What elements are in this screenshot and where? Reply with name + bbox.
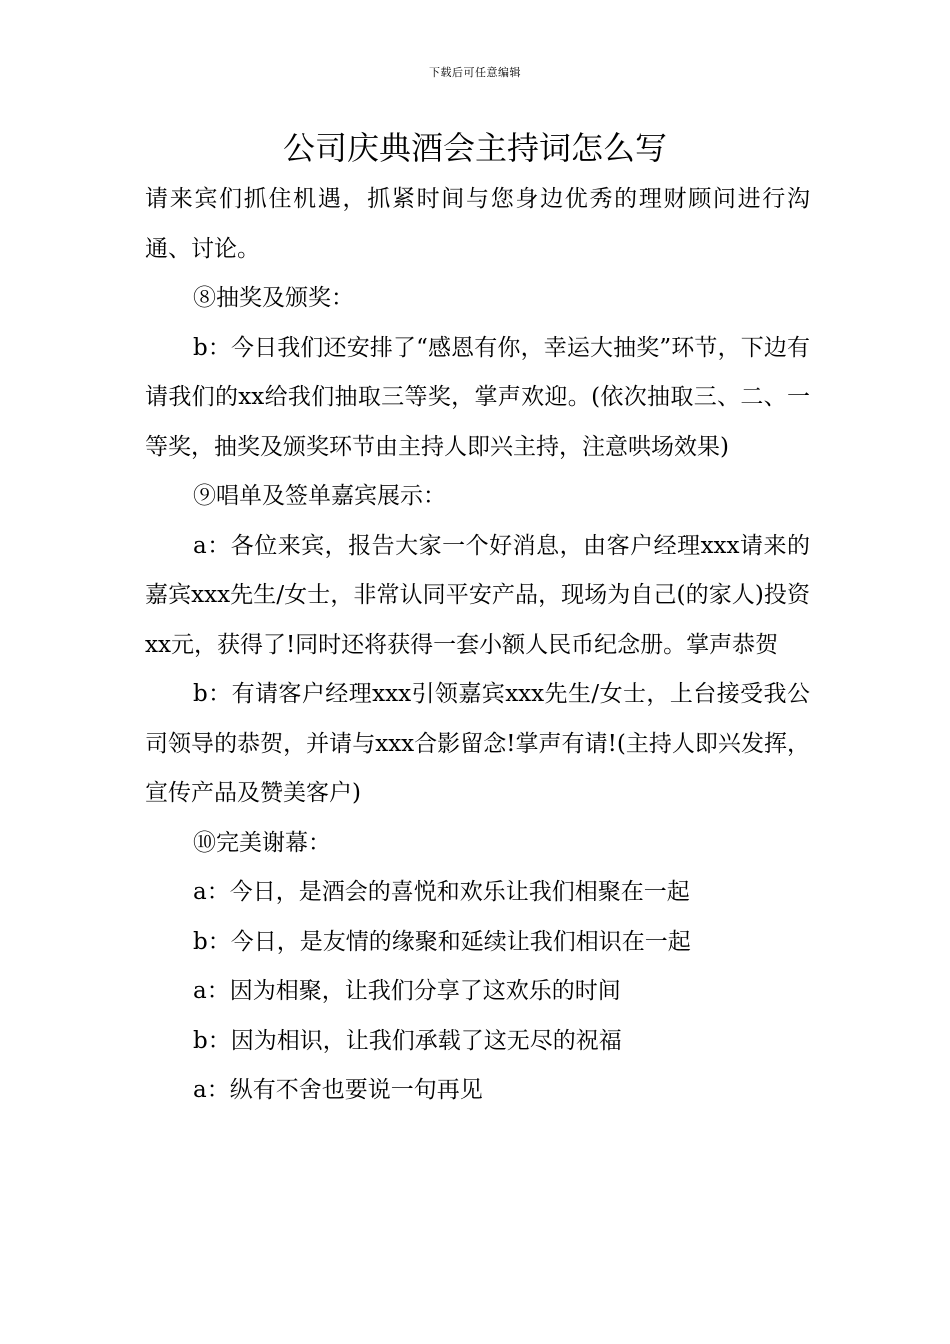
paragraph-closing-line-3: a：因为相聚，让我们分享了这欢乐的时间 (193, 978, 621, 1004)
paragraph-signing-b: b：有请客户经理xxx引领嘉宾xxx先生/女士，上台接受我公司领导的恭贺，并请与xxx合影留念!掌声有请!(主持人即兴发挥，宣传产品及赞美客户) (145, 681, 810, 806)
paragraph-closing-line-5: a：纵有不舍也要说一句再见 (193, 1077, 483, 1103)
document-body (145, 175, 810, 1116)
paragraph-closing-line-2: b：今日，是友情的缘聚和延续让我们相识在一起 (193, 928, 691, 955)
section-heading-signing: ⑨唱单及签单嘉宾展示： (193, 483, 446, 509)
paragraph-closing-line-1: a：今日，是酒会的喜悦和欢乐让我们相聚在一起 (193, 879, 690, 905)
paragraph-intro-continuation: 请来宾们抓住机遇，抓紧时间与您身边优秀的理财顾问进行沟通、讨论。 (145, 186, 810, 262)
paragraph-signing-a: a：各位来宾，报告大家一个好消息，由客户经理xxx请来的嘉宾xxx先生/女士，非常认同平安产品，现场为自己(的家人)投资xx元，获得了!同时还将获得一套小额人民币纪念册。掌声恭贺 (145, 532, 810, 658)
document-title: 公司庆典酒会主持词怎么写 (282, 129, 667, 167)
paragraph-closing-line-4: b：因为相识，让我们承载了这无尽的祝福 (193, 1027, 622, 1054)
paragraph-lottery-b: b：今日我们还安排了“感恩有你，幸运大抽奖”环节，下边有请我们的xx给我们抽取三等奖，掌声欢迎。(依次抽取三、二、一等奖，抽奖及颁奖环节由主持人即兴主持，注意哄场效果) (145, 334, 810, 460)
section-heading-lottery: ⑧抽奖及颁奖： (193, 285, 354, 311)
section-heading-closing: ⑩完美谢幕： (193, 829, 331, 856)
page-header-note: 下载后可任意编辑 (429, 66, 521, 79)
